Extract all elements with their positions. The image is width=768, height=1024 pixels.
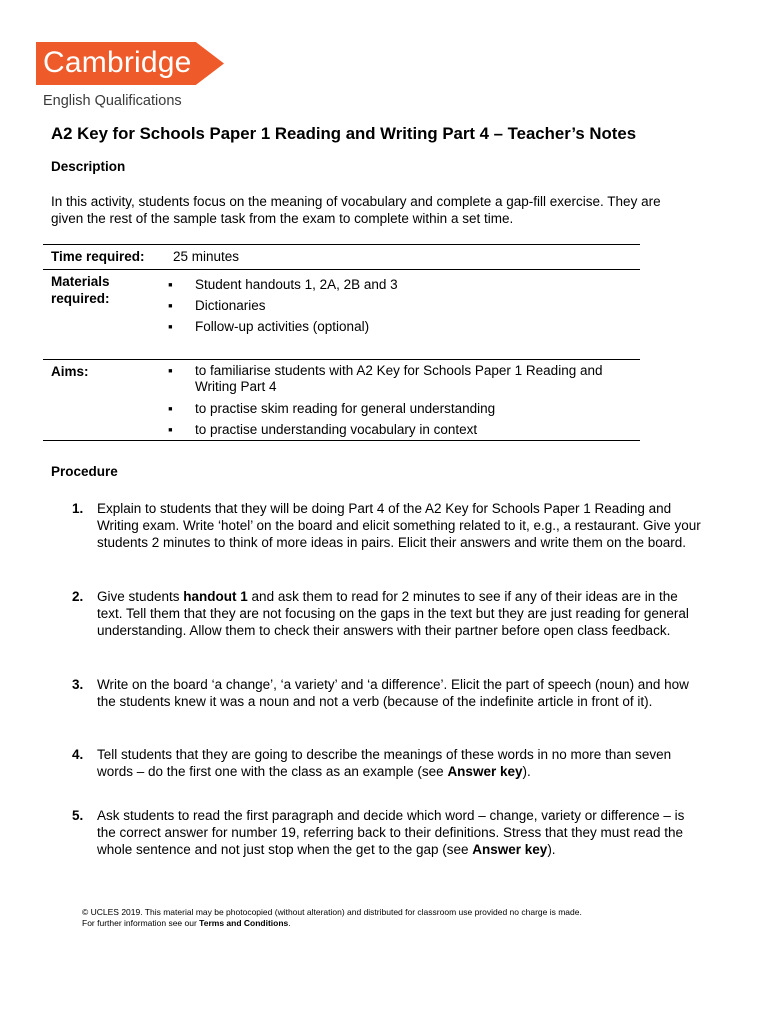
step-number: 3. (72, 677, 84, 692)
step-text (51, 746, 701, 780)
aims-label: Aims: (51, 364, 89, 379)
time-required-label: Time required: (51, 249, 145, 264)
materials-item (168, 277, 628, 293)
bullet-mark: ▪ (168, 422, 173, 437)
bullet-mark: ▪ (168, 277, 173, 292)
materials-label-line1: Materials (51, 274, 110, 289)
procedure-step (51, 746, 701, 780)
step-text-part: Give students (97, 589, 184, 604)
step-text-bold: handout 1 (183, 589, 248, 604)
step-text-bold: Answer key (472, 842, 548, 857)
step-text-part: Ask students to read the first paragraph and decide which word – change, variety or difference – is the correct answer for number 19, referring back to their definitions. Stress that they must read the whole sentence and not just stop when the get to the gap (see (97, 808, 685, 857)
step-text-part: and ask them to read for 2 minutes to see if any of their ideas are in the text. Tell them that they are not focusing on the gaps in the text but they are just reading for general understanding. Allow them to check their answers with their partner before open class feedback. (97, 589, 689, 638)
materials-item-text: Follow-up activities (optional) (195, 319, 370, 334)
logo-subtitle: English Qualifications (43, 93, 182, 109)
materials-item-text: Dictionaries (195, 298, 266, 313)
step-text-bold: Answer key (447, 764, 523, 779)
step-text-part: Tell students that they are going to describe the meanings of these words in no more than seven words – do the first one with the class as an example (see (97, 747, 672, 779)
step-number: 2. (72, 589, 84, 604)
aims-item-text: to practise understanding vocabulary in context (195, 422, 478, 437)
description-text: In this activity, students focus on the meaning of vocabulary and complete a gap-fill exercise. They are given the rest of the sample task from the exam to complete within a set time. (51, 194, 661, 226)
aims-item (168, 422, 628, 438)
step-number: 5. (72, 808, 84, 823)
step-text (51, 807, 701, 858)
materials-label-line2: required: (51, 291, 110, 306)
table-rule-top (43, 244, 640, 245)
bullet-mark: ▪ (168, 363, 173, 378)
time-required-value: 25 minutes (173, 249, 240, 264)
table-rule-time (43, 269, 640, 270)
step-number: 4. (72, 747, 84, 762)
materials-label (51, 273, 161, 307)
bullet-mark: ▪ (168, 401, 173, 416)
aims-item (168, 363, 628, 395)
copyright-footer (82, 907, 582, 929)
step-number: 1. (72, 501, 84, 516)
footer-line2-end: . (288, 918, 291, 928)
bullet-mark: ▪ (168, 298, 173, 313)
page-title: A2 Key for Schools Paper 1 Reading and Writing Part 4 – Teacher’s Notes (51, 124, 637, 143)
footer-line2: For further information see our (82, 918, 200, 928)
aims-item-text: to familiarise students with A2 Key for Schools Paper 1 Reading and Writing Part 4 (195, 363, 603, 394)
procedure-step (51, 500, 701, 551)
cambridge-logo (36, 42, 226, 112)
logo-wordmark: Cambridge (43, 46, 192, 79)
step-text-part: ). (522, 764, 531, 779)
procedure-heading: Procedure (51, 464, 118, 479)
table-rule-materials (43, 359, 640, 360)
procedure-step (51, 807, 701, 858)
terms-link[interactable]: Terms and Conditions (199, 918, 289, 928)
table-rule-bottom (43, 440, 640, 441)
step-text-part: Explain to students that they will be doing Part 4 of the A2 Key for Schools Paper 1 Reading and Writing exam. Write ‘hotel’ on the board and elicit something related to it, e.g., a restaurant. Give your students 2 minutes to think of more ideas in pairs. Elicit their answers and write them on the board. (97, 501, 701, 550)
step-text (51, 588, 701, 639)
bullet-mark: ▪ (168, 319, 173, 334)
step-text-part: ). (547, 842, 556, 857)
step-text (51, 676, 701, 710)
aims-item (168, 401, 628, 417)
aims-item-text: to practise skim reading for general understanding (195, 401, 496, 416)
step-text-part: Write on the board ‘a change’, ‘a variety’ and ‘a difference’. Elicit the part of speech (noun) and how the students knew it was a noun and not a verb (because of the indefinite article in front of it). (97, 677, 689, 709)
materials-item (168, 319, 628, 335)
procedure-step (51, 588, 701, 639)
footer-line1: © UCLES 2019. This material may be photocopied (without alteration) and distributed for classroom use provided no charge is made. (82, 907, 582, 917)
materials-item (168, 298, 628, 314)
description-heading: Description (51, 159, 126, 174)
procedure-step (51, 676, 701, 710)
step-text (51, 500, 701, 551)
materials-item-text: Student handouts 1, 2A, 2B and 3 (195, 277, 398, 292)
